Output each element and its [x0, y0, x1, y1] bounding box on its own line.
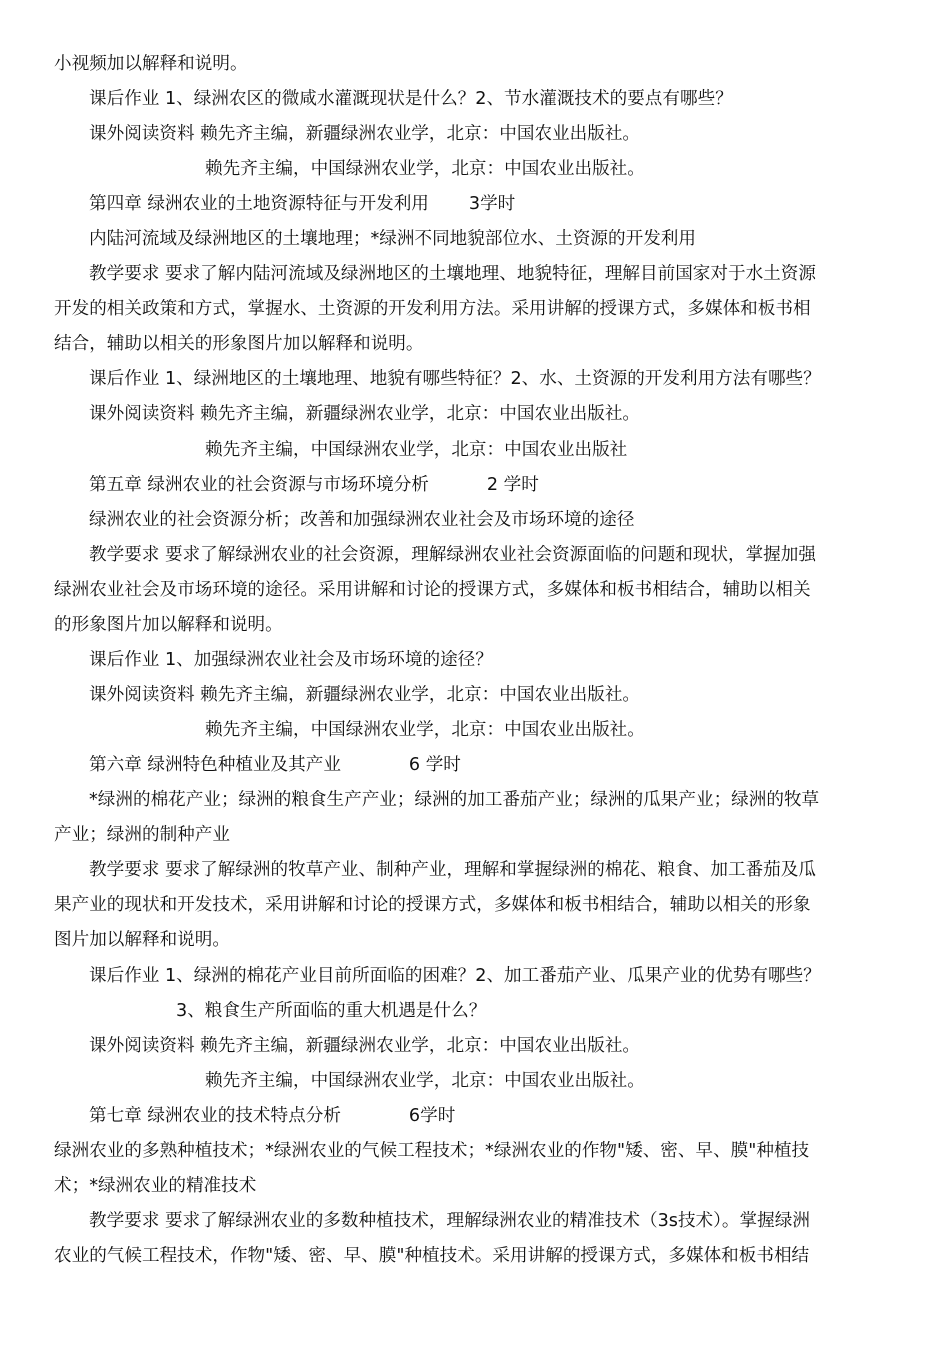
- chapter-hours: 3学时: [468, 194, 516, 214]
- chapter-heading: [89, 1104, 455, 1128]
- text-line: 赖先齐主编，中国绿洲农业学，北京：中国农业出版社。: [205, 720, 645, 740]
- chapter-heading: [89, 753, 461, 777]
- chapter-hours: 6 学时: [408, 755, 461, 775]
- text-line: 赖先齐主编，中国绿洲农业学，北京：中国农业出版社: [205, 440, 628, 460]
- text-line: 课外阅读资料 赖先齐主编，新疆绿洲农业学，北京：中国农业出版社。: [89, 124, 641, 144]
- text-line: 教学要求 要求了解绿洲农业的社会资源，理解绿洲农业社会资源面临的问题和现状，掌握加强: [89, 545, 816, 565]
- chapter-title: 第七章 绿洲农业的技术特点分析: [89, 1106, 341, 1126]
- chapter-title: 第五章 绿洲农业的社会资源与市场环境分析: [89, 475, 429, 495]
- chapter-hours: 2 学时: [486, 475, 539, 495]
- text-line: 开发的相关政策和方式，掌握水、土资源的开发利用方法。采用讲解的授课方式，多媒体和板书相: [54, 299, 811, 319]
- text-line: 图片加以解释和说明。: [54, 930, 230, 950]
- chapter-title: 第六章 绿洲特色种植业及其产业: [89, 755, 341, 775]
- text-line: 赖先齐主编，中国绿洲农业学，北京：中国农业出版社。: [205, 159, 645, 179]
- text-line: 绿洲农业的多熟种植技术；*绿洲农业的气候工程技术；*绿洲农业的作物"矮、密、早、膜"种植技: [54, 1141, 810, 1161]
- text-line: 绿洲农业的社会资源分析；改善和加强绿洲农业社会及市场环境的途径: [89, 510, 635, 530]
- chapter-heading: [89, 192, 515, 216]
- chapter-heading: [89, 473, 539, 497]
- text-line: 课后作业 1、加强绿洲农业社会及市场环境的途径？: [89, 650, 493, 670]
- chapter-title: 第四章 绿洲农业的土地资源特征与开发利用: [89, 194, 429, 214]
- text-line: 课外阅读资料 赖先齐主编，新疆绿洲农业学，北京：中国农业出版社。: [89, 1036, 641, 1056]
- chapter-hours: 6学时: [408, 1106, 456, 1126]
- text-line: 课外阅读资料 赖先齐主编，新疆绿洲农业学，北京：中国农业出版社。: [89, 685, 641, 705]
- text-line: *绿洲的棉花产业；绿洲的粮食生产产业；绿洲的加工番茄产业；绿洲的瓜果产业；绿洲的牧草: [89, 790, 820, 810]
- text-line: 的形象图片加以解释和说明。: [54, 615, 283, 635]
- text-line: 果产业的现状和开发技术，采用讲解和讨论的授课方式，多媒体和板书相结合，辅助以相关的形象: [54, 895, 811, 915]
- text-line: 教学要求 要求了解绿洲农业的多数种植技术，理解绿洲农业的精准技术（3s技术）。掌握绿洲: [89, 1211, 810, 1231]
- text-line: 内陆河流域及绿洲地区的土壤地理；*绿洲不同地貌部位水、土资源的开发利用: [89, 229, 696, 249]
- text-line: 课后作业 1、绿洲地区的土壤地理、地貌有哪些特征？2、水、土资源的开发利用方法有哪些？: [89, 369, 821, 389]
- text-line: 产业；绿洲的制种产业: [54, 825, 230, 845]
- text-line: 教学要求 要求了解内陆河流域及绿洲地区的土壤地理、地貌特征，理解目前国家对于水土资源: [89, 264, 816, 284]
- text-line: 术；*绿洲农业的精准技术: [54, 1176, 257, 1196]
- text-line: 小视频加以解释和说明。: [54, 54, 248, 74]
- text-line: 3、粮食生产所面临的重大机遇是什么？: [176, 1001, 487, 1021]
- text-line: 课外阅读资料 赖先齐主编，新疆绿洲农业学，北京：中国农业出版社。: [89, 404, 641, 424]
- text-line: 课后作业 1、绿洲农区的微咸水灌溉现状是什么？2、节水灌溉技术的要点有哪些？: [89, 89, 733, 109]
- text-line: 农业的气候工程技术，作物"矮、密、早、膜"种植技术。采用讲解的授课方式，多媒体和板书相结: [54, 1246, 810, 1266]
- text-line: 绿洲农业社会及市场环境的途径。采用讲解和讨论的授课方式，多媒体和板书相结合，辅助以相关: [54, 580, 811, 600]
- text-line: 课后作业 1、绿洲的棉花产业目前所面临的困难？2、加工番茄产业、瓜果产业的优势有哪些？: [89, 966, 821, 986]
- text-line: 结合，辅助以相关的形象图片加以解释和说明。: [54, 334, 424, 354]
- text-line: 教学要求 要求了解绿洲的牧草产业、制种产业，理解和掌握绿洲的棉花、粮食、加工番茄及瓜: [89, 860, 816, 880]
- text-line: 赖先齐主编，中国绿洲农业学，北京：中国农业出版社。: [205, 1071, 645, 1091]
